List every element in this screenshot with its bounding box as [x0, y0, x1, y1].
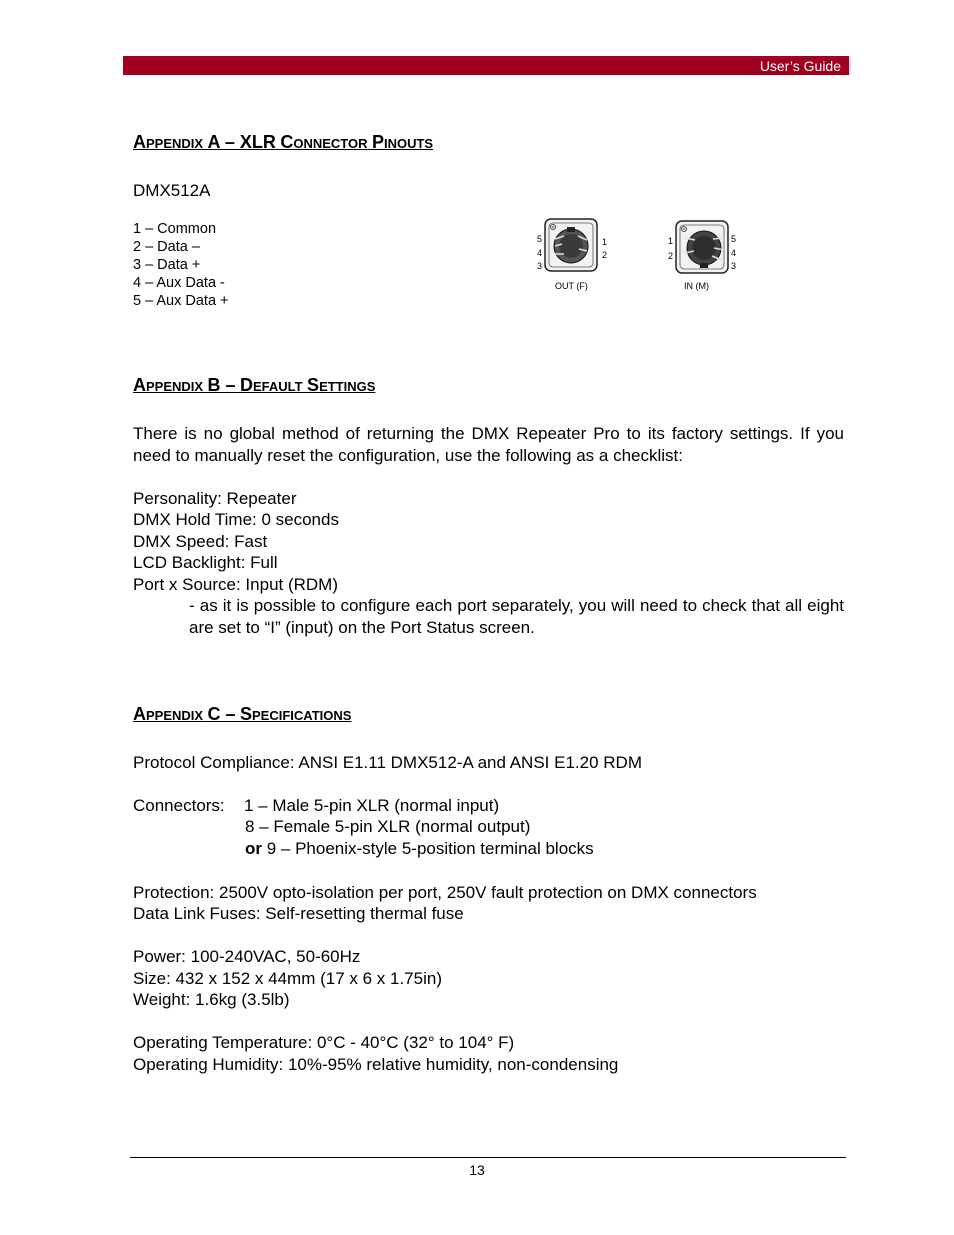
pin-item: 4 – Aux Data - — [133, 275, 225, 291]
footer-rule — [130, 1157, 846, 1158]
spec-power: Power: 100-240VAC, 50-60Hz — [133, 947, 361, 966]
spec-connector-line: or 9 – Phoenix-style 5-position terminal blocks — [245, 839, 594, 858]
header-bar — [123, 56, 851, 75]
spec-connectors-label: Connectors: — [133, 796, 225, 815]
default-settings-intro: There is no global method of returning the DMX Repeater Pro to its factory settings. If you need to manually reset the configuration, use the following as a checklist: — [133, 424, 844, 465]
connector-label: IN (M) — [684, 281, 709, 291]
setting-item: Personality: Repeater — [133, 489, 297, 508]
appendix-c-heading: APPENDIX C – SPECIFICATIONS — [133, 704, 352, 724]
spec-temperature: Operating Temperature: 0°C - 40°C (32° to 104° F) — [133, 1033, 515, 1052]
spec-connector-line: 1 – Male 5-pin XLR (normal input) — [244, 796, 500, 815]
pin-label: 3 — [731, 261, 737, 271]
pin-label: 5 — [731, 234, 737, 244]
page-number: 13 — [469, 1162, 485, 1178]
spec-connector-line: 8 – Female 5-pin XLR (normal output) — [245, 817, 531, 836]
pin-label: 1 — [668, 236, 674, 246]
pin-item: 2 – Data – — [133, 239, 200, 255]
spec-fuses: Data Link Fuses: Self-resetting thermal fuse — [133, 904, 464, 923]
setting-item: DMX Speed: Fast — [133, 532, 268, 551]
pin-label: 3 — [537, 261, 543, 271]
pin-label: 2 — [668, 251, 674, 261]
dmx-subtitle: DMX512A — [133, 181, 211, 200]
pin-list — [133, 220, 229, 310]
appendix-a-heading: APPENDIX A – XLR CONNECTOR PINOUTS — [133, 132, 434, 152]
pin-item: 5 – Aux Data + — [133, 293, 229, 309]
setting-item: Port x Source: Input (RDM) — [133, 575, 339, 594]
spec-weight: Weight: 1.6kg (3.5lb) — [133, 990, 290, 1009]
pin-item: 1 – Common — [133, 221, 217, 237]
pin-label: 2 — [602, 250, 608, 260]
port-note: - as it is possible to configure each port separately, you will need to check that all eight are set to “I” (input) on the Port Status screen. — [189, 596, 844, 637]
xlr-in-connector — [664, 216, 744, 296]
pin-label: 5 — [537, 234, 543, 244]
pin-label: 4 — [731, 248, 737, 258]
setting-item: LCD Backlight: Full — [133, 553, 278, 572]
xlr-out-connector — [534, 216, 614, 296]
header-divider — [849, 56, 851, 75]
setting-item: DMX Hold Time: 0 seconds — [133, 510, 339, 529]
pin-label: 1 — [602, 237, 608, 247]
pin-label: 4 — [537, 248, 543, 258]
connector-label: OUT (F) — [555, 281, 588, 291]
spec-humidity: Operating Humidity: 10%-95% relative humidity, non-condensing — [133, 1055, 619, 1074]
spec-size: Size: 432 x 152 x 44mm (17 x 6 x 1.75in) — [133, 969, 442, 988]
spec-protection: Protection: 2500V opto-isolation per port, 250V fault protection on DMX connectors — [133, 883, 757, 902]
appendix-b-heading: APPENDIX B – DEFAULT SETTINGS — [133, 375, 376, 395]
spec-protocol: Protocol Compliance: ANSI E1.11 DMX512-A and ANSI E1.20 RDM — [133, 753, 642, 772]
header-title: User’s Guide — [759, 58, 841, 74]
pin-item: 3 – Data + — [133, 257, 201, 273]
